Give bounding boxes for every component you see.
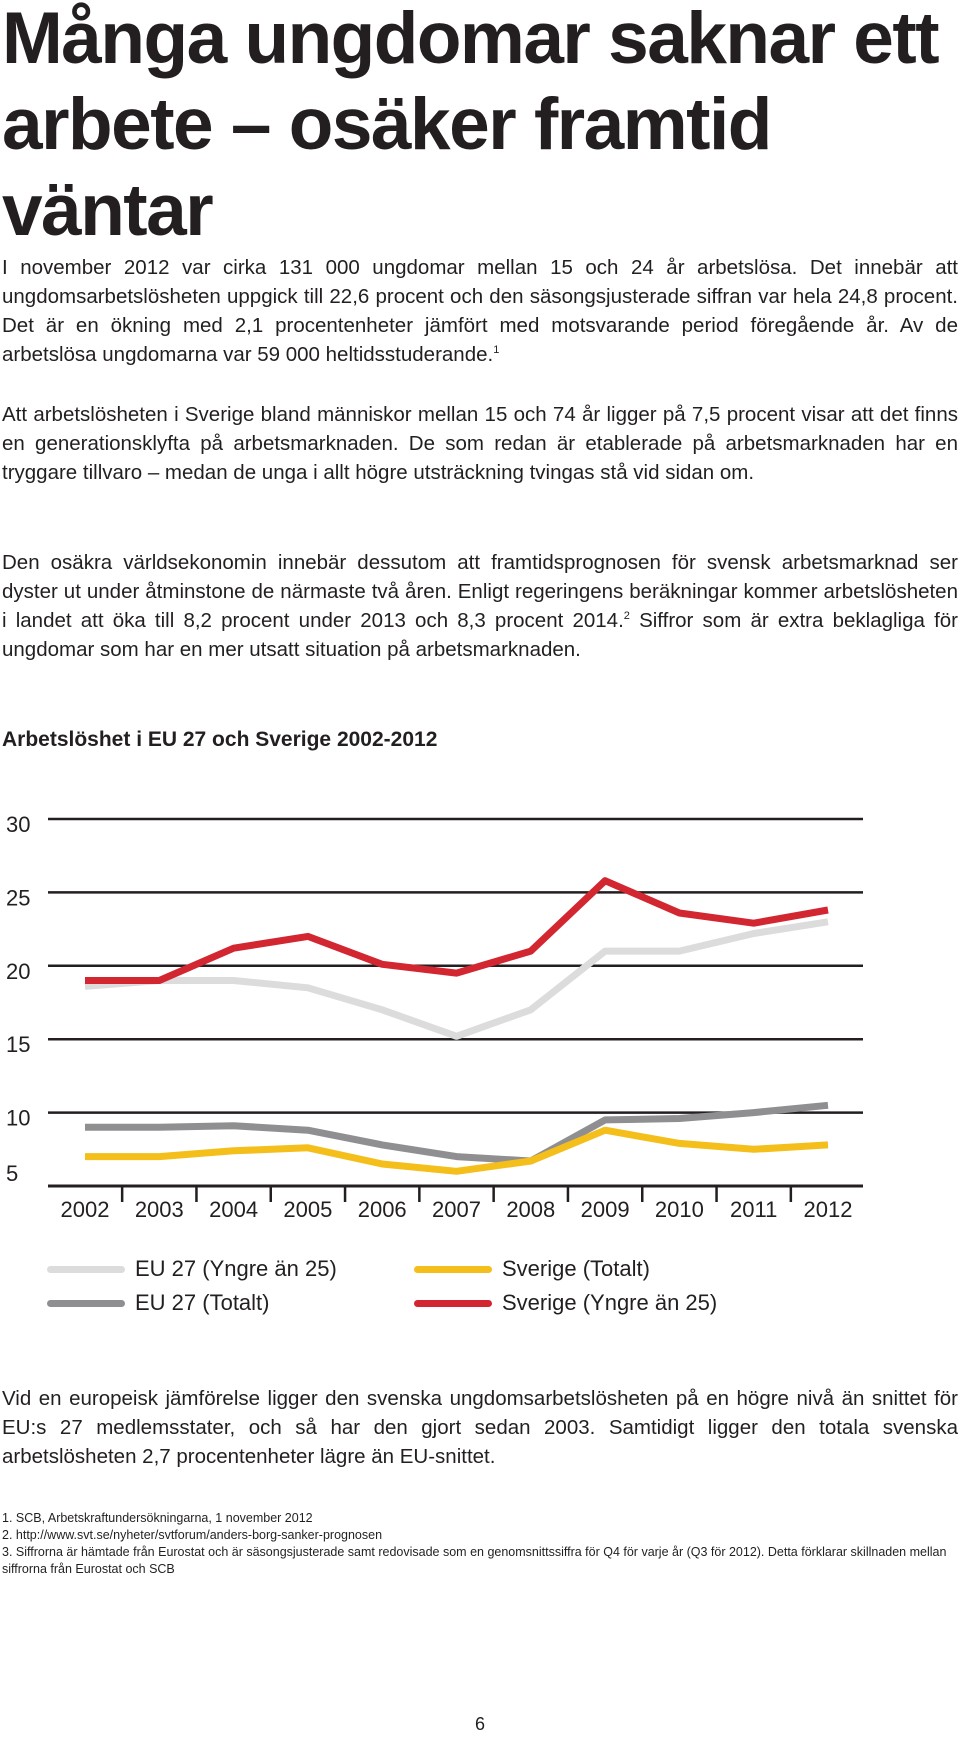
forecast-paragraph-text-b: Siffror som är extra beklagliga för ungdomar som har en mer utsatt situation på arbetsmarknaden. bbox=[2, 609, 958, 661]
y-tick-label: 25 bbox=[6, 885, 31, 911]
unemployment-line-chart bbox=[0, 795, 960, 1235]
legend-swatch-eu27-young bbox=[47, 1266, 125, 1273]
generation-gap-paragraph: Att arbetslösheten i Sverige bland människor mellan 15 och 74 år ligger på 7,5 procent visar att det finns en generationsklyfta på arbetsmarknaden. De som redan är etablerade på arbetsmarknaden har en tryggare tillvaro – medan de unga i allt högre utsträckning tvingas stå vid sidan om. bbox=[2, 403, 958, 484]
forecast-paragraph-text-a: Den osäkra världsekonomin innebär dessutom att framtidsprognosen för svensk arbetsmarknad ser dyster ut under åtminstone de närmaste två åren. Enligt regeringens beräkningar kommer arbetslösheten i landet att öka till 8,2 procent under 2013 och 8,3 procent 2014. bbox=[2, 551, 958, 632]
x-tick-label: 2005 bbox=[283, 1197, 333, 1222]
legend-label-eu27-total: EU 27 (Totalt) bbox=[135, 1290, 270, 1315]
x-tick-label: 2006 bbox=[357, 1197, 407, 1222]
x-tick-label: 2012 bbox=[803, 1197, 853, 1222]
chart-legend bbox=[0, 1252, 960, 1332]
x-tick-label: 2007 bbox=[432, 1197, 481, 1222]
forecast-paragraph bbox=[2, 548, 958, 664]
legend-swatch-sweden-total bbox=[414, 1266, 492, 1273]
x-tick-label: 2011 bbox=[730, 1197, 778, 1222]
legend-label-eu27-young: EU 27 (Yngre än 25) bbox=[135, 1256, 337, 1281]
legend-label-sweden-young: Sverige (Yngre än 25) bbox=[502, 1290, 718, 1315]
x-tick-label: 2002 bbox=[60, 1197, 110, 1222]
footnotes bbox=[2, 1510, 958, 1578]
chart-gridlines bbox=[48, 819, 863, 1186]
footnote-2: 2. http://www.svt.se/nyheter/svtforum/anders-borg-sanker-prognosen bbox=[2, 1528, 383, 1542]
page-title: Många ungdomar saknar ett arbete – osäker framtid väntar bbox=[2, 0, 939, 251]
x-tick-label: 2010 bbox=[654, 1197, 704, 1222]
intro-paragraph bbox=[2, 253, 958, 369]
x-tick-label: 2003 bbox=[134, 1197, 184, 1222]
y-tick-label: 15 bbox=[6, 1032, 31, 1058]
x-tick-label: 2008 bbox=[506, 1197, 556, 1222]
y-tick-label: 5 bbox=[6, 1161, 19, 1186]
page-number: 6 bbox=[474, 1714, 485, 1734]
chart-y-ticks bbox=[6, 812, 30, 1186]
y-tick-label: 30 bbox=[6, 812, 31, 837]
legend-label-sweden-total: Sverige (Totalt) bbox=[502, 1256, 650, 1281]
chart-title: Arbetslöshet i EU 27 och Sverige 2002-2012 bbox=[2, 728, 438, 751]
legend-swatch-sweden-young bbox=[414, 1300, 492, 1307]
chart-x-ticks bbox=[61, 1186, 853, 1222]
series-line-eu27-young bbox=[85, 922, 828, 1037]
footnote-1: 1. SCB, Arbetskraftundersökningarna, 1 november 2012 bbox=[2, 1511, 313, 1525]
y-tick-label: 10 bbox=[6, 1105, 31, 1131]
footnote-ref-2: 2 bbox=[623, 610, 630, 623]
legend-swatch-eu27-total bbox=[47, 1300, 125, 1307]
y-tick-label: 20 bbox=[6, 958, 31, 984]
x-tick-label: 2004 bbox=[209, 1197, 259, 1222]
intro-paragraph-text: I november 2012 var cirka 131 000 ungdomar mellan 15 och 24 år arbetslösa. Det innebär att ungdomsarbetslösheten uppgick till 22,6 procent och den säsongsjusterade siffran var hela 24,8 procent. Det är en ökning med 2,1 procentenheter jämfört med motsvarande period föregående år. Av de arbetslösa ungdomarna var 59 000 heltidsstuderande. bbox=[2, 256, 958, 366]
x-tick-label: 2009 bbox=[580, 1197, 630, 1222]
footnote-ref-1: 1 bbox=[493, 344, 500, 357]
footnote-3: 3. Siffrorna är hämtade från Eurostat och är säsongsjusterade samt redovisade som en genomsnittssiffra för Q4 för varje år (Q3 för 2012). Detta förklarar skillnaden mellan siffrorna från Eurostat och SCB bbox=[2, 1545, 947, 1576]
series-line-sweden-total bbox=[85, 1130, 828, 1171]
eu-comparison-paragraph: Vid en europeisk jämförelse ligger den svenska ungdomsarbetslösheten på en högre nivå än snittet för EU:s 27 medlemsstater, och så har den gjort sedan 2003. Samtidigt ligger den totala svenska arbetslösheten 2,7 procentenheter lägre än EU-snittet. bbox=[2, 1387, 958, 1468]
chart-series bbox=[85, 881, 828, 1172]
